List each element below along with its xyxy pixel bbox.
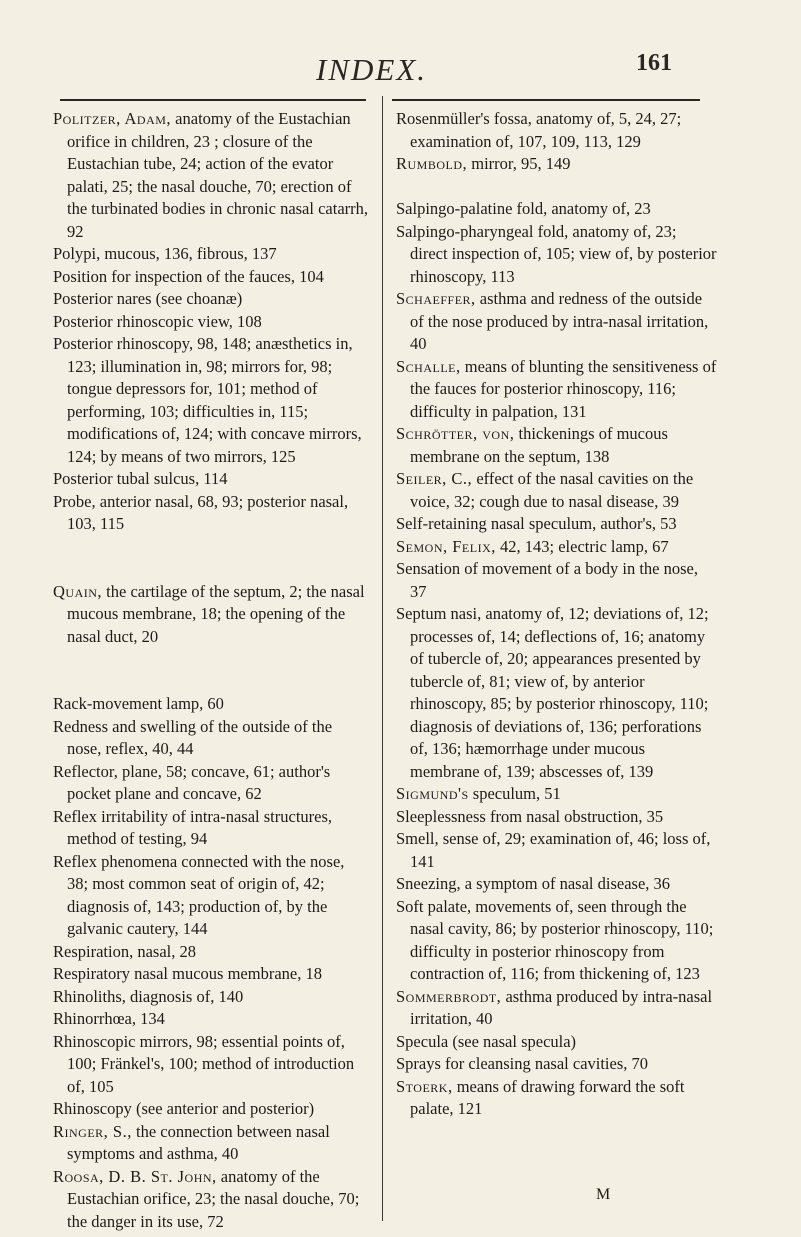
index-entry-rhinoliths bbox=[53, 986, 369, 1009]
index-entry-salpingo-palatine bbox=[396, 198, 718, 221]
signature-mark: M bbox=[596, 1186, 611, 1203]
entry-text: the cartilage of the septum, 2; the nasal mucous membrane, 18; the opening of the nasal duct, 20 bbox=[67, 581, 365, 646]
entry-text: Polypi, mucous, 136, fibrous, 137 bbox=[53, 244, 277, 263]
entry-text: Rhinoliths, diagnosis of, 140 bbox=[53, 986, 244, 1006]
index-entry-rhinoscopy bbox=[53, 1098, 369, 1121]
index-column-right bbox=[396, 108, 718, 1121]
index-entry-roosa bbox=[53, 1166, 369, 1234]
entry-text: effect of the nasal cavities on the voice, 32; cough due to nasal disease, 39 bbox=[410, 469, 694, 511]
entry-text: Sensation of movement of a body in the nose, 37 bbox=[396, 559, 698, 601]
index-entry-reflex-phenomena bbox=[53, 851, 369, 941]
index-entry-self-retaining bbox=[396, 513, 718, 536]
entry-gap bbox=[53, 536, 369, 581]
entry-text: Rack-movement lamp, 60 bbox=[53, 694, 224, 713]
column-divider bbox=[382, 96, 383, 1221]
index-entry-semon bbox=[396, 536, 718, 559]
entry-text: Rhinoscopy (see anterior and posterior) bbox=[53, 1099, 315, 1118]
entry-author-name: Stoerk, bbox=[396, 1076, 453, 1096]
entry-text: Sneezing, a symptom of nasal disease, 36 bbox=[396, 874, 671, 893]
index-entry-position bbox=[53, 266, 369, 289]
index-entry-salpingo-pharyngeal bbox=[396, 221, 718, 289]
entry-text: Sleeplessness from nasal obstruction, 35 bbox=[396, 806, 664, 826]
entry-text: means of blunting the sensitiveness of the fauces for posterior rhinoscopy, 116; difficulty in palpation, 131 bbox=[410, 356, 717, 421]
index-entry-sommerbrodt bbox=[396, 986, 718, 1031]
entry-author-name: Roosa, D. B. St. John, bbox=[53, 1166, 217, 1186]
index-entry-respiration bbox=[53, 941, 369, 964]
entry-text: Soft palate, movements of, seen through the nasal cavity, 86; by posterior rhinoscopy, 110; difficulty in posterior rhinoscopy from contraction of, 116; from thickening of, 123 bbox=[396, 896, 714, 983]
entry-text: asthma produced by intra-nasal irritation, 40 bbox=[410, 986, 713, 1028]
entry-gap bbox=[53, 648, 369, 693]
index-entry-schrotter bbox=[396, 423, 718, 468]
entry-text: anatomy of the Eustachian orifice in children, 23 ; closure of the Eustachian tube, 24; action of the evator palati, 25; the nasal douche, 70; erection of the turbinated bodies in chronic nasal catarrh, 92 bbox=[67, 109, 369, 241]
entry-text: means of drawing forward the soft palate, 121 bbox=[410, 1076, 685, 1118]
index-entry-respiratory bbox=[53, 963, 369, 986]
entry-gap bbox=[396, 176, 718, 199]
entry-author-name: Seiler, C., bbox=[396, 469, 473, 488]
index-entry-posterior-rhinoscopy bbox=[53, 333, 369, 468]
entry-text: Self-retaining nasal speculum, author's, 53 bbox=[396, 514, 677, 533]
entry-author-name: Quain, bbox=[53, 581, 103, 601]
entry-text: Smell, sense of, 29; examination of, 46; loss of, 141 bbox=[396, 829, 711, 871]
index-entry-stoerk bbox=[396, 1076, 718, 1121]
page-header-title: INDEX. bbox=[316, 52, 428, 87]
entry-author-name: Politzer, Adam, bbox=[53, 109, 172, 128]
entry-text: 42, 143; electric lamp, 67 bbox=[495, 536, 669, 556]
entry-text: Posterior rhinoscopy, 98, 148; anæsthetics in, 123; illumination in, 98; mirrors for, 98; tongue depressors for, 101; method of performing, 103; difficulties in, 115; modifications of, 124; with concave mirrors, 124; by means of two mirrors, 125 bbox=[53, 334, 362, 466]
entry-text: speculum, 51 bbox=[468, 784, 561, 803]
index-entry-redness bbox=[53, 716, 369, 761]
index-entry-sprays bbox=[396, 1053, 718, 1076]
entry-author-name: Sigmund's bbox=[396, 784, 469, 803]
index-entry-rumbold bbox=[396, 153, 718, 176]
entry-author-name: Schaeffer, bbox=[396, 289, 476, 308]
index-entry-politzer bbox=[53, 108, 369, 243]
entry-text: Redness and swelling of the outside of the nose, reflex, 40, 44 bbox=[53, 716, 333, 758]
entry-text: Rosenmüller's fossa, anatomy of, 5, 24, 27; examination of, 107, 109, 113, 129 bbox=[396, 109, 682, 151]
entry-text: Salpingo-pharyngeal fold, anatomy of, 23; direct inspection of, 105; view of, by posterior rhinoscopy, 113 bbox=[396, 221, 717, 286]
index-entry-schaeffer bbox=[396, 288, 718, 356]
entry-author-name: Ringer, S., bbox=[53, 1121, 132, 1141]
index-entry-rhinoscopic-mirrors bbox=[53, 1031, 369, 1099]
index-entry-quain bbox=[53, 581, 369, 649]
entry-text: Posterior rhinoscopic view, 108 bbox=[53, 311, 262, 331]
entry-text: Reflector, plane, 58; concave, 61; author's pocket plane and concave, 62 bbox=[53, 761, 331, 803]
entry-text: anatomy of the Eustachian orifice, 23; the nasal douche, 70; the danger in its use, 72 bbox=[67, 1166, 360, 1231]
entry-text: asthma and redness of the outside of the nose produced by intra-nasal irritation, 40 bbox=[410, 289, 709, 353]
page-number: 161 bbox=[636, 50, 672, 76]
entry-text: Sprays for cleansing nasal cavities, 70 bbox=[396, 1054, 649, 1073]
index-entry-reflector bbox=[53, 761, 369, 806]
entry-author-name: Sommerbrodt, bbox=[396, 986, 502, 1006]
index-entry-smell bbox=[396, 828, 718, 873]
index-entry-sleeplessness bbox=[396, 806, 718, 829]
entry-text: Septum nasi, anatomy of, 12; deviations of, 12; processes of, 14; deflections of, 16; anatomy of tubercle of, 20; appearances presented by tubercle of, 81; view of, by anterior rhinoscopy, 85; by posterior rhinoscopy, 110; diagnosis of deviations of, 136; perforations of, 136; hæmorrhage under mucous membrane of, 139; abscesses of, 139 bbox=[396, 604, 709, 781]
entry-text: thickenings of mucous membrane on the septum, 138 bbox=[410, 424, 668, 466]
entry-text: mirror, 95, 149 bbox=[467, 154, 571, 173]
index-entry-septum bbox=[396, 603, 718, 783]
entry-text: Respiratory nasal mucous membrane, 18 bbox=[53, 964, 322, 983]
entry-author-name: Semon, Felix, bbox=[396, 536, 496, 556]
entry-author-name: Rumbold, bbox=[396, 154, 468, 173]
entry-text: Specula (see nasal specula) bbox=[396, 1031, 577, 1051]
entry-text: the connection between nasal symptoms and asthma, 40 bbox=[67, 1121, 330, 1163]
index-entry-rhinorrhoea bbox=[53, 1008, 369, 1031]
index-entry-probe bbox=[53, 491, 369, 536]
index-entry-posterior-view bbox=[53, 311, 369, 334]
entry-text: Reflex irritability of intra-nasal structures, method of testing, 94 bbox=[53, 806, 333, 848]
entry-text: Reflex phenomena connected with the nose, 38; most common seat of origin of, 42; diagnosis of, 143; production of, by the galvanic cautery, 144 bbox=[53, 851, 345, 938]
index-entry-tubal-sulcus bbox=[53, 468, 369, 491]
entry-author-name: Schalle, bbox=[396, 356, 461, 376]
index-entry-rosenmuller bbox=[396, 108, 718, 153]
entry-text: Salpingo-palatine fold, anatomy of, 23 bbox=[396, 199, 651, 218]
index-entry-sensation bbox=[396, 558, 718, 603]
index-column-left bbox=[53, 108, 369, 1233]
header-rule-right bbox=[392, 99, 700, 101]
index-entry-posterior-nares bbox=[53, 288, 369, 311]
index-entry-polypi bbox=[53, 243, 369, 266]
index-entry-rack bbox=[53, 693, 369, 716]
entry-text: Posterior nares (see choanæ) bbox=[53, 289, 243, 308]
index-entry-sigmund bbox=[396, 783, 718, 806]
header-rule-left bbox=[60, 99, 366, 101]
entry-text: Rhinoscopic mirrors, 98; essential points of, 100; Fränkel's, 100; method of introduction of, 105 bbox=[53, 1031, 355, 1096]
entry-text: Position for inspection of the fauces, 104 bbox=[53, 266, 324, 286]
index-entry-ringer bbox=[53, 1121, 369, 1166]
index-entry-specula bbox=[396, 1031, 718, 1054]
index-entry-seiler bbox=[396, 468, 718, 513]
index-entry-sneezing bbox=[396, 873, 718, 896]
entry-text: Probe, anterior nasal, 68, 93; posterior nasal, 103, 115 bbox=[53, 491, 349, 533]
entry-text: Respiration, nasal, 28 bbox=[53, 941, 196, 961]
entry-text: Rhinorrhœa, 134 bbox=[53, 1009, 165, 1028]
index-entry-schalle bbox=[396, 356, 718, 424]
entry-text: Posterior tubal sulcus, 114 bbox=[53, 469, 228, 488]
entry-author-name: Schrötter, von, bbox=[396, 424, 515, 443]
index-entry-soft-palate bbox=[396, 896, 718, 986]
index-entry-reflex-irritability bbox=[53, 806, 369, 851]
